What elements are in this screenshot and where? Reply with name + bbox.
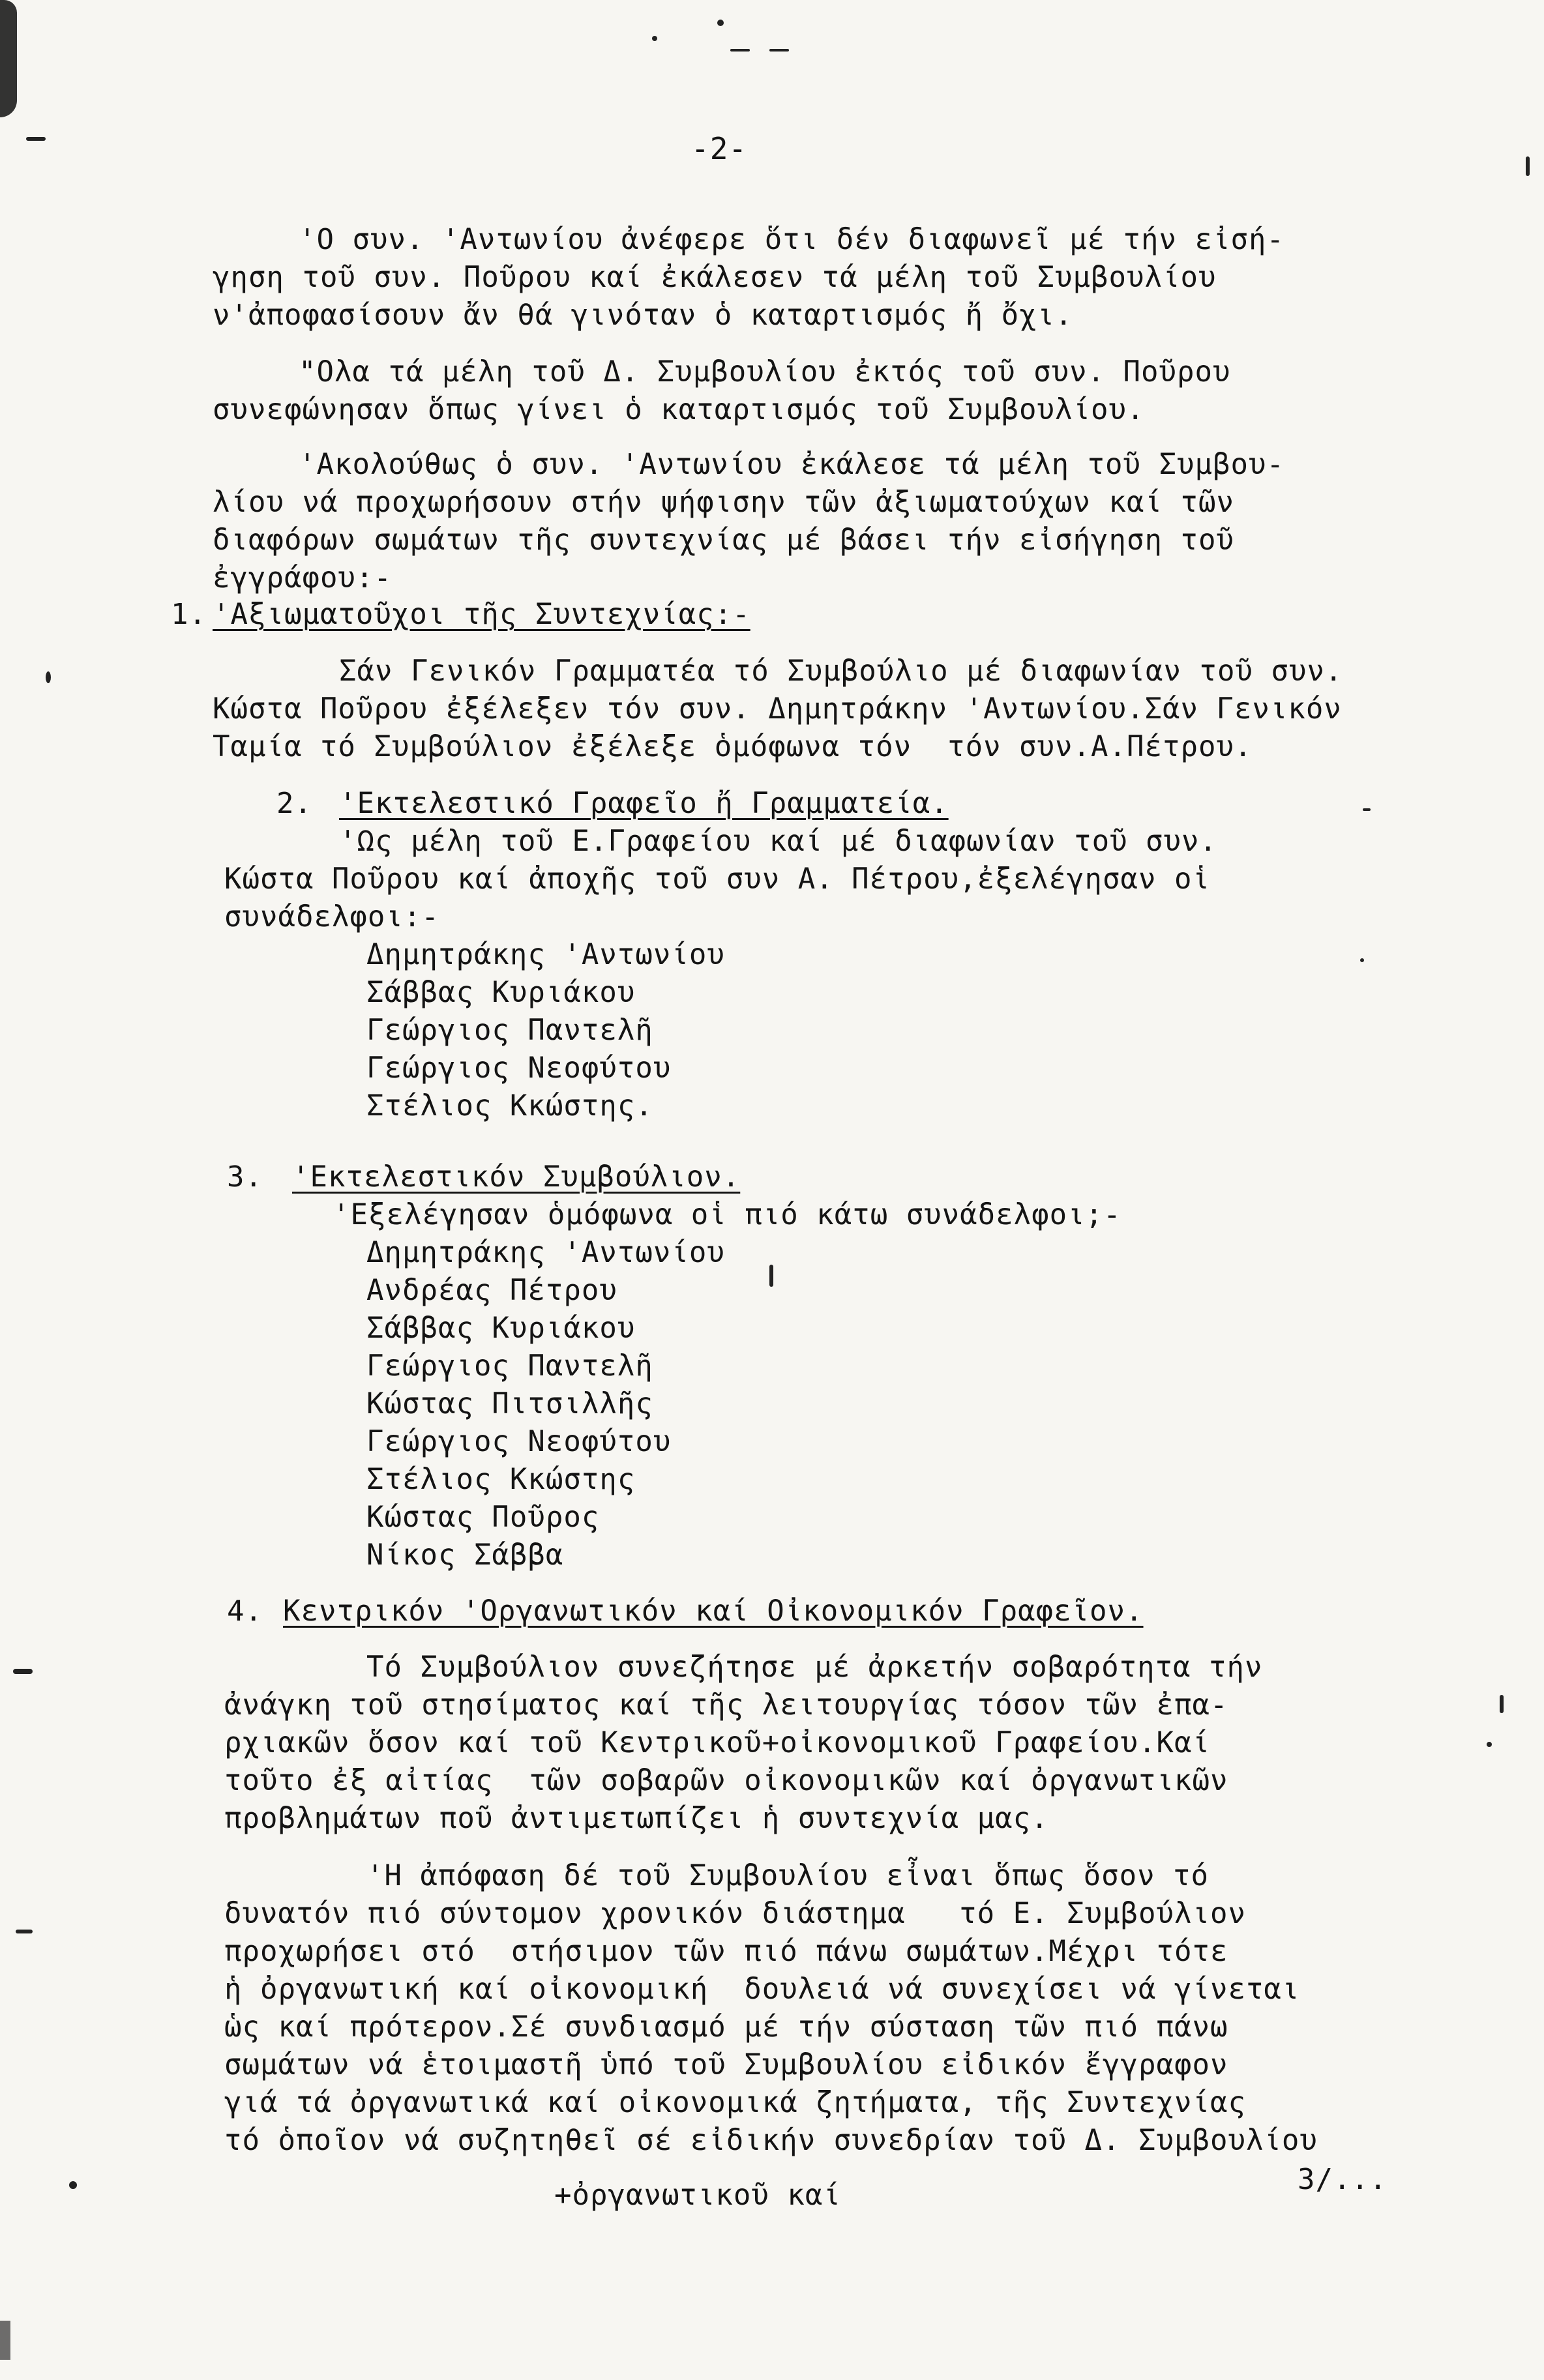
scan-speck bbox=[769, 1265, 773, 1287]
scan-edge-mark bbox=[0, 2321, 10, 2360]
body-line: συνάδελφοι:- bbox=[224, 900, 439, 933]
scan-speck bbox=[26, 137, 46, 141]
section-heading: Κεντρικόν 'Οργανωτικόν καί Οἰκονομικόν Γραφεῖον. bbox=[283, 1594, 1144, 1628]
body-line: Κώστα Ποῦρου καί ἀποχῆς τοῦ συν Α. Πέτρου,ἐξελέγησαν οἱ bbox=[224, 862, 1210, 896]
member-name: Κώστας Ποῦρος bbox=[366, 1501, 600, 1534]
section-heading: 'Αξιωματοῦχοι τῆς Συντεχνίας:- bbox=[213, 598, 750, 631]
body-line: ὡς καί πρότερον.Σέ συνδιασμό μέ τήν σύσταση τῶν πιό πάνω bbox=[224, 2010, 1228, 2044]
body-line: 'Εξελέγησαν ὁμόφωνα οἱ πιό κάτω συνάδελφοι;- bbox=[333, 1198, 1121, 1231]
member-name: Δημητράκης 'Αντωνίου bbox=[366, 1236, 725, 1269]
scan-speck bbox=[69, 2181, 77, 2189]
body-line: Τό Συμβούλιον συνεζήτησε μέ ἀρκετήν σοβαρότητα τήν bbox=[366, 1651, 1263, 1684]
member-name: Γεώργιος Παντελῆ bbox=[366, 1014, 653, 1047]
body-line: γιά τά ὀργανωτικά καί οἰκονομικά ζητήματα, τῆς Συντεχνίας bbox=[224, 2086, 1246, 2119]
scan-edge-mark bbox=[0, 0, 17, 117]
body-line: συνεφώνησαν ὅπως γίνει ὁ καταρτισμός τοῦ Συμβουλίου. bbox=[213, 393, 1145, 426]
body-line: διαφόρων σωμάτων τῆς συντεχνίας μέ βάσει τήν εἰσήγηση τοῦ bbox=[213, 523, 1234, 557]
continuation-marker: 3/... bbox=[1298, 2163, 1388, 2196]
section-heading: 'Εκτελεστικό Γραφεῖο ἤ Γραμματεία. bbox=[339, 787, 949, 820]
body-line: προχωρήσει στό στήσιμον τῶν πιό πάνω σωμάτων.Μέχρι τότε bbox=[224, 1935, 1228, 1968]
member-name: Γεώργιος Νεοφύτου bbox=[366, 1051, 672, 1085]
body-line: ἡ ὀργανωτική καί οἰκονομική δουλειά νά συνεχίσει νά γίνεται bbox=[224, 1973, 1300, 2006]
body-line: προβλημάτων ποῦ ἀντιμετωπίζει ἡ συντεχνία μας. bbox=[224, 1802, 1049, 1835]
scan-speck bbox=[1487, 1742, 1492, 1747]
section-heading: 'Εκτελεστικόν Συμβούλιον. bbox=[292, 1160, 741, 1194]
member-name: Σάββας Κυριάκου bbox=[366, 1312, 636, 1345]
body-line: τοῦτο ἐξ αἰτίας τῶν σοβαρῶν οἰκονομικῶν καί ὀργανωτικῶν bbox=[224, 1764, 1228, 1797]
scan-speck bbox=[1363, 808, 1371, 811]
footnote: +ὀργανωτικοῦ καί bbox=[554, 2179, 841, 2212]
body-line: δυνατόν πιό σύντομον χρονικόν διάστημα τό Ε. Συμβούλιον bbox=[224, 1897, 1246, 1930]
scan-speck bbox=[1360, 958, 1364, 962]
scan-speck bbox=[717, 20, 724, 26]
body-line: "Ολα τά μέλη τοῦ Δ. Συμβουλίου ἐκτός τοῦ συν. Ποῦρου bbox=[299, 355, 1231, 389]
member-name: Στέλιος Κκώστης bbox=[366, 1463, 636, 1496]
body-line: ν'ἀποφασίσουν ἄν θά γινόταν ὁ καταρτισμός ἤ ὄχι. bbox=[213, 299, 1073, 332]
member-name: Γεώργιος Νεοφύτου bbox=[366, 1425, 672, 1458]
body-line: 'Ακολούθως ὁ συν. 'Αντωνίου ἐκάλεσε τά μέλη τοῦ Συμβου- bbox=[299, 448, 1284, 481]
body-line: Ταμία τό Συμβούλιον ἐξέλεξε ὁμόφωνα τόν τόν συν.Α.Πέτρου. bbox=[213, 730, 1253, 763]
member-name: Στέλιος Κκώστης. bbox=[366, 1089, 653, 1123]
body-line: ἀνάγκη τοῦ στησίματος καί τῆς λειτουργίας τόσον τῶν ἐπα- bbox=[224, 1688, 1228, 1722]
section-number: 3. bbox=[227, 1160, 263, 1194]
body-line: Κώστα Ποῦρου ἐξέλεξεν τόν συν. Δημητράκην 'Αντωνίου.Σάν Γενικόν bbox=[213, 692, 1342, 726]
scan-speck bbox=[1526, 156, 1530, 176]
body-line: λίου νά προχωρήσουν στήν ψήφισην τῶν ἀξιωματούχων καί τῶν bbox=[213, 486, 1234, 519]
member-name: Δημητράκης 'Αντωνίου bbox=[366, 938, 725, 971]
body-line: ρχιακῶν ὅσον καί τοῦ Κεντρικοῦ+οἰκονομικοῦ Γραφείου.Καί bbox=[224, 1726, 1210, 1759]
section-number: 1. bbox=[171, 598, 207, 631]
scan-speck bbox=[730, 49, 750, 51]
scan-speck bbox=[13, 1669, 33, 1674]
member-name: Γεώργιος Παντελῆ bbox=[366, 1349, 653, 1383]
body-line: Σάν Γενικόν Γραμματέα τό Συμβούλιο μέ διαφωνίαν τοῦ συν. bbox=[339, 654, 1343, 688]
body-line: 'O συν. 'Αντωνίου ἀνέφερε ὅτι δέν διαφωνεῖ μέ τήν εἰσή- bbox=[299, 223, 1284, 256]
member-name: Κώστας Πιτσιλλῆς bbox=[366, 1387, 653, 1420]
section-number: 4. bbox=[227, 1594, 263, 1628]
body-line: σωμάτων νά ἑτοιμαστῆ ὑπό τοῦ Συμβουλίου εἰδικόν ἔγγραφον bbox=[224, 2048, 1228, 2081]
body-line: 'Ως μέλη τοῦ Ε.Γραφείου καί μέ διαφωνίαν τοῦ συν. bbox=[339, 825, 1218, 858]
member-name: Νίκος Σάββα bbox=[366, 1538, 564, 1572]
page-number: -2- bbox=[691, 131, 748, 166]
scan-speck bbox=[652, 36, 657, 41]
scan-speck bbox=[16, 1930, 33, 1933]
member-name: Σάββας Κυριάκου bbox=[366, 976, 636, 1009]
body-line: ἐγγράφου:- bbox=[213, 561, 392, 595]
body-line: τό ὁποῖον νά συζητηθεῖ σέ εἰδικήν συνεδρίαν τοῦ Δ. Συμβουλίου bbox=[224, 2124, 1318, 2157]
scan-speck bbox=[1500, 1695, 1504, 1713]
scan-speck bbox=[46, 671, 51, 683]
body-line: γηση τοῦ συν. Ποῦρου καί ἐκάλεσεν τά μέλη τοῦ Συμβουλίου bbox=[213, 261, 1217, 294]
body-line: 'Η ἀπόφαση δέ τοῦ Συμβουλίου εἶναι ὅπως ὅσον τό bbox=[366, 1859, 1210, 1892]
scan-speck bbox=[769, 49, 789, 51]
member-name: Ανδρέας Πέτρου bbox=[366, 1274, 617, 1307]
section-number: 2. bbox=[276, 787, 312, 820]
